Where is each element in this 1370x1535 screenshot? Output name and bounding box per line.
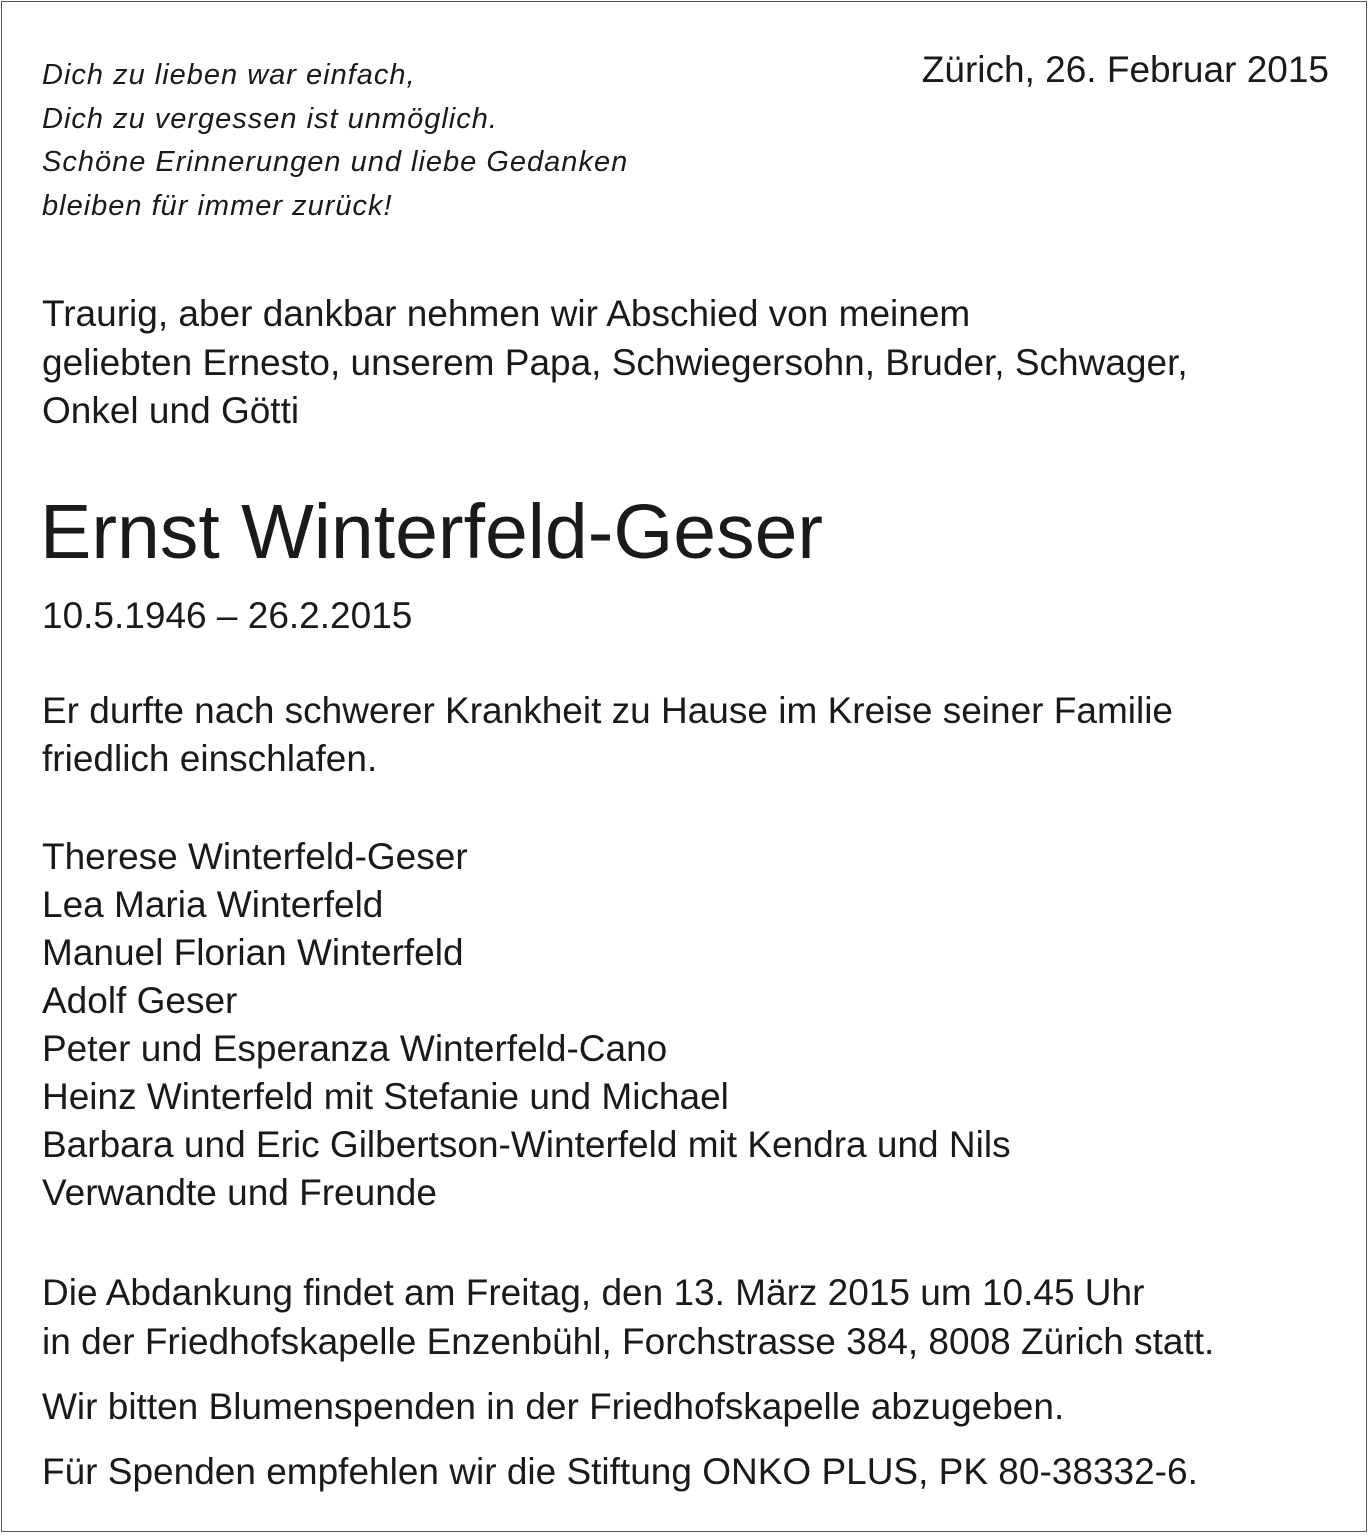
life-dates: 10.5.1946 – 26.2.2015 bbox=[42, 595, 413, 636]
survivor-item: Lea Maria Winterfeld bbox=[42, 884, 384, 925]
survivors-list bbox=[42, 833, 1011, 1217]
poem-line: bleiben für immer zurück! bbox=[42, 189, 393, 222]
service-line: Die Abdankung findet am Freitag, den 13. März 2015 um 10.45 Uhr bbox=[42, 1272, 1145, 1313]
passing-text bbox=[42, 687, 1173, 783]
service-info bbox=[42, 1269, 1214, 1366]
donations-note: Für Spenden empfehlen wir die Stiftung ONKO PLUS, PK 80-38332-6. bbox=[42, 1451, 1198, 1492]
flowers-note: Wir bitten Blumenspenden in der Friedhofskapelle abzugeben. bbox=[42, 1386, 1065, 1427]
poem-line: Dich zu vergessen ist unmöglich. bbox=[42, 102, 498, 135]
survivor-item: Verwandte und Freunde bbox=[42, 1172, 437, 1213]
intro-line: Onkel und Götti bbox=[42, 390, 300, 431]
survivor-item: Therese Winterfeld-Geser bbox=[42, 836, 468, 877]
place-date: Zürich, 26. Februar 2015 bbox=[921, 49, 1329, 90]
intro-text bbox=[42, 290, 1188, 436]
intro-line: geliebten Ernesto, unserem Papa, Schwiegersohn, Bruder, Schwager, bbox=[42, 341, 1188, 383]
survivor-item: Barbara und Eric Gilbertson-Winterfeld mit Kendra und Nils bbox=[42, 1124, 1011, 1165]
passing-line: friedlich einschlafen. bbox=[42, 738, 378, 779]
survivor-item: Manuel Florian Winterfeld bbox=[42, 932, 464, 973]
service-line: in der Friedhofskapelle Enzenbühl, Forchstrasse 384, 8008 Zürich statt. bbox=[42, 1320, 1215, 1362]
survivor-item: Heinz Winterfeld mit Stefanie und Michael bbox=[42, 1076, 729, 1117]
intro-line: Traurig, aber dankbar nehmen wir Abschied von meinem bbox=[42, 293, 971, 334]
survivor-item: Peter und Esperanza Winterfeld-Cano bbox=[42, 1028, 668, 1069]
poem-line: Schöne Erinnerungen und liebe Gedanken bbox=[42, 146, 629, 178]
memorial-poem bbox=[42, 54, 628, 228]
passing-line: Er durfte nach schwerer Krankheit zu Hause im Kreise seiner Familie bbox=[42, 690, 1174, 731]
deceased-name: Ernst Winterfeld-Geser bbox=[40, 489, 824, 575]
poem-line: Dich zu lieben war einfach, bbox=[42, 59, 416, 91]
survivor-item: Adolf Geser bbox=[42, 980, 238, 1021]
